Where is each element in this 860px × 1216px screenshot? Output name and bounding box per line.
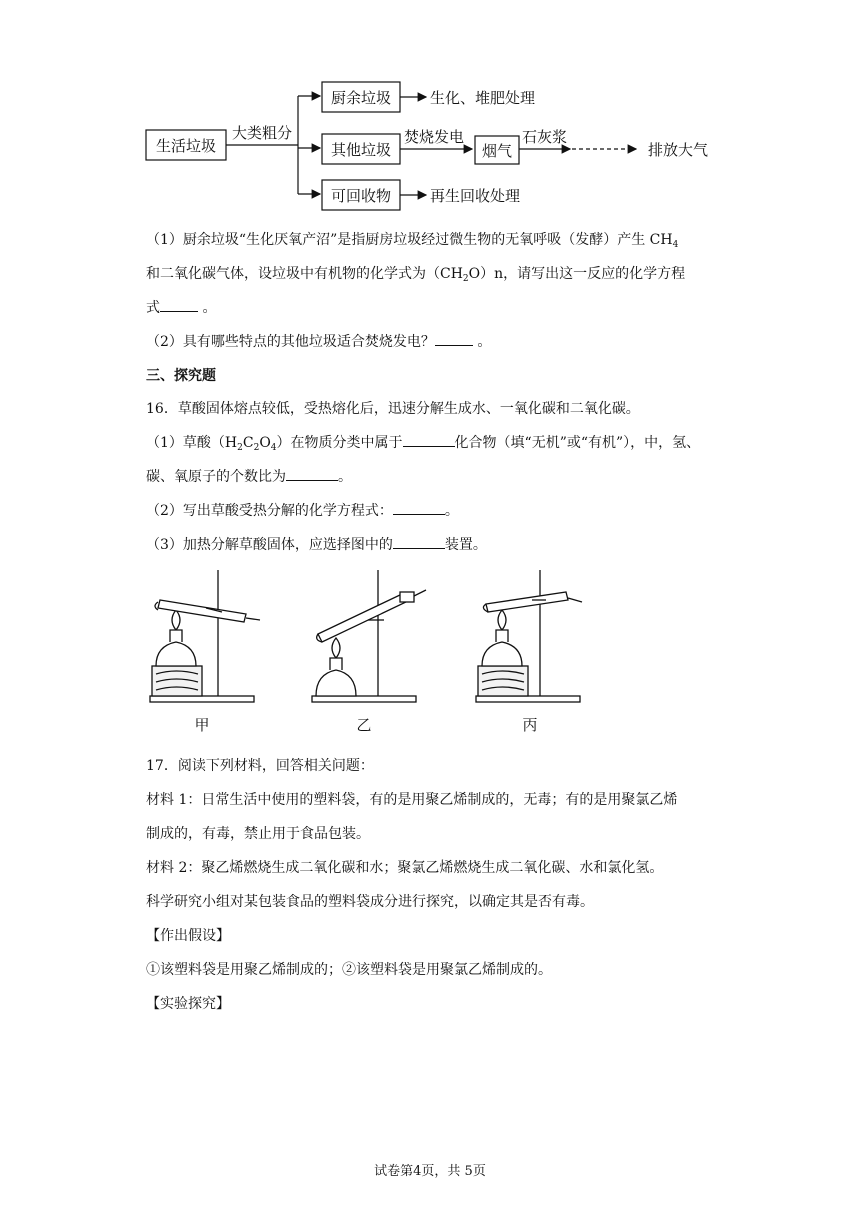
apparatus-bing	[476, 570, 582, 702]
split-label: 大类粗分	[232, 124, 293, 142]
burn-label: 焚烧发电	[404, 128, 465, 146]
label-yi: 乙	[356, 716, 372, 734]
q17-material2: 材料 2：聚乙烯燃烧生成二氧化碳和水；聚氯乙烯燃烧生成二氧化碳、水和氯化氢。	[146, 860, 664, 876]
box-source-label: 生活垃圾	[155, 137, 217, 155]
lime-label: 石灰浆	[522, 128, 568, 146]
box-recyclable-label: 可回收物	[330, 187, 392, 205]
q16-stem: 16．草酸固体熔点较低，受热熔化后，迅速分解生成水、一氧化碳和二氧化碳。	[146, 401, 640, 417]
apparatus-jia	[150, 570, 260, 702]
q15-p2: （2）具有哪些特点的其他垃圾适合焚烧发电？ 。	[146, 331, 491, 353]
answer-blank[interactable]	[403, 432, 455, 447]
q16-p2: （2）写出草酸受热分解的化学方程式： 。	[146, 500, 459, 522]
q16-p1-line2: 碳、氧原子的个数比为 。	[146, 466, 352, 488]
q17-task: 科学研究小组对某包装食品的塑料袋成分进行探究，以确定其是否有毒。	[146, 894, 594, 910]
kitchen-result: 生化、堆肥处理	[430, 89, 536, 107]
q17-material1-line1: 材料 1：日常生活中使用的塑料袋，有的是用聚乙烯制成的，无毒；有的是用聚氯乙烯	[146, 792, 678, 808]
waste-flowchart	[140, 76, 740, 216]
box-smoke-label: 烟气	[481, 142, 513, 160]
label-jia: 甲	[194, 716, 210, 734]
q15-p1-line1: （1）厨余垃圾“生化厌氧产沼”是指厨房垃圾经过微生物的无氧呼吸（发酵）产生 $CH_4$	[146, 232, 679, 250]
answer-blank[interactable]	[393, 534, 445, 549]
q15-p1-line3: 式 。	[146, 297, 216, 319]
q15-p1-line2: 和二氧化碳气体，设垃圾中有机物的化学式为$(CH_2O)n$，请写出这一反应的化学方程	[146, 266, 686, 284]
page-footer: 试卷第4页，共 5页	[374, 1164, 486, 1179]
answer-blank[interactable]	[393, 500, 445, 515]
recycle-result: 再生回收处理	[430, 187, 521, 205]
apparatus-figure	[146, 562, 596, 742]
q17-hypothesis-heading: 【作出假设】	[146, 928, 230, 944]
label-bing: 丙	[522, 716, 538, 734]
box-other-label: 其他垃圾	[330, 141, 392, 159]
q17-stem: 17．阅读下列材料，回答相关问题：	[146, 758, 374, 774]
q17-experiment-heading: 【实验探究】	[146, 996, 230, 1012]
q17-hypothesis: ①该塑料袋是用聚乙烯制成的；②该塑料袋是用聚氯乙烯制成的。	[146, 962, 552, 978]
q17-material1-line2: 制成的，有毒，禁止用于食品包装。	[146, 826, 370, 842]
section-heading: 三、探究题	[146, 368, 216, 384]
q16-p3: （3）加热分解草酸固体，应选择图中的 装置。	[146, 534, 487, 556]
answer-blank[interactable]	[160, 297, 198, 312]
q16-p1-line1: （1）草酸$(H_2C_2O_4)$在物质分类中属于 化合物（填“无机”或“有机”），中，氢、	[146, 432, 700, 454]
answer-blank[interactable]	[286, 466, 338, 481]
apparatus-yi	[312, 570, 426, 702]
emit-label: 排放大气	[648, 141, 709, 159]
answer-blank[interactable]	[435, 331, 473, 346]
box-kitchen-label: 厨余垃圾	[330, 89, 392, 107]
